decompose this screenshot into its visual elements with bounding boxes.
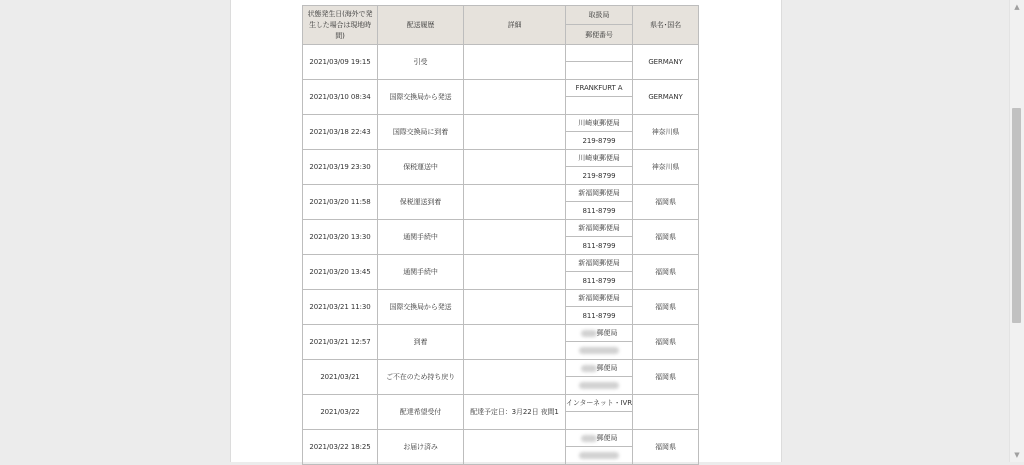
cell-region: 神奈川県 <box>633 115 699 150</box>
table-row <box>303 115 699 132</box>
cell-date: 2021/03/09 19:15 <box>303 45 378 80</box>
cell-office: インターネット・IVR <box>566 395 633 412</box>
header-date: 状態発生日(海外で発生した場合は現地時間) <box>303 6 378 45</box>
cell-detail <box>464 220 566 255</box>
cell-detail <box>464 325 566 360</box>
cell-office <box>566 430 633 447</box>
cell-region: 福岡県 <box>633 325 699 360</box>
cell-date: 2021/03/22 18:25 <box>303 430 378 465</box>
scroll-thumb[interactable] <box>1012 108 1021 323</box>
content-panel <box>230 0 782 462</box>
cell-region: 福岡県 <box>633 290 699 325</box>
cell-history: 引受 <box>378 45 464 80</box>
cell-region: 福岡県 <box>633 430 699 465</box>
cell-date: 2021/03/20 11:58 <box>303 185 378 220</box>
header-zip: 郵便番号 <box>566 25 633 45</box>
table-row <box>303 430 699 447</box>
scroll-up-icon[interactable]: ▲ <box>1014 3 1020 11</box>
cell-history: 到着 <box>378 325 464 360</box>
cell-office: 川崎東郵便局 <box>566 150 633 167</box>
cell-history: 通関手続中 <box>378 220 464 255</box>
cell-zip: 219-8799 <box>566 167 633 185</box>
cell-office <box>566 325 633 342</box>
header-detail: 詳細 <box>464 6 566 45</box>
cell-detail: 配達予定日：3月22日 夜間1 <box>464 395 566 430</box>
cell-office: 川崎東郵便局 <box>566 115 633 132</box>
table-row <box>303 80 699 97</box>
table-row <box>303 45 699 62</box>
cell-region: GERMANY <box>633 80 699 115</box>
cell-office <box>566 45 633 62</box>
cell-history: ご不在のため持ち戻り <box>378 360 464 395</box>
cell-detail <box>464 430 566 465</box>
cell-region: GERMANY <box>633 45 699 80</box>
cell-history: 国際交換局から発送 <box>378 290 464 325</box>
table-row <box>303 150 699 167</box>
redacted-mark <box>581 365 597 372</box>
cell-history: 配達希望受付 <box>378 395 464 430</box>
cell-date: 2021/03/20 13:30 <box>303 220 378 255</box>
cell-date: 2021/03/10 08:34 <box>303 80 378 115</box>
table-row <box>303 325 699 342</box>
cell-date: 2021/03/21 12:57 <box>303 325 378 360</box>
cell-zip: 811-8799 <box>566 237 633 255</box>
cell-office: 新福岡郵便局 <box>566 290 633 307</box>
cell-region: 福岡県 <box>633 360 699 395</box>
redacted-mark <box>581 330 597 337</box>
redacted-mark <box>579 347 619 354</box>
cell-zip: 219-8799 <box>566 132 633 150</box>
cell-history: お届け済み <box>378 430 464 465</box>
cell-office: 新福岡郵便局 <box>566 220 633 237</box>
cell-date: 2021/03/21 11:30 <box>303 290 378 325</box>
cell-date: 2021/03/18 22:43 <box>303 115 378 150</box>
cell-region: 神奈川県 <box>633 150 699 185</box>
cell-history: 保税運送中 <box>378 150 464 185</box>
cell-zip: 811-8799 <box>566 272 633 290</box>
table-row <box>303 220 699 237</box>
cell-office: 新福岡郵便局 <box>566 255 633 272</box>
table-row <box>303 185 699 202</box>
cell-detail <box>464 360 566 395</box>
cell-zip: 811-8799 <box>566 307 633 325</box>
cell-region: 福岡県 <box>633 220 699 255</box>
cell-history: 国際交換局に到着 <box>378 115 464 150</box>
table-row <box>303 290 699 307</box>
redacted-mark <box>581 435 597 442</box>
header-region: 県名･国名 <box>633 6 699 45</box>
cell-zip <box>566 97 633 115</box>
tracking-table <box>302 5 699 465</box>
cell-date: 2021/03/20 13:45 <box>303 255 378 290</box>
office-label: 郵便局 <box>596 434 618 442</box>
cell-detail <box>464 80 566 115</box>
cell-region <box>633 395 699 430</box>
cell-date: 2021/03/22 <box>303 395 378 430</box>
cell-zip <box>566 342 633 360</box>
table-row <box>303 360 699 377</box>
cell-detail <box>464 45 566 80</box>
table-row <box>303 395 699 412</box>
header-office: 取扱局 <box>566 6 633 25</box>
cell-detail <box>464 150 566 185</box>
cell-history: 国際交換局から発送 <box>378 80 464 115</box>
cell-date: 2021/03/21 <box>303 360 378 395</box>
vertical-scrollbar[interactable] <box>1009 0 1024 462</box>
cell-zip <box>566 62 633 80</box>
cell-detail <box>464 255 566 290</box>
office-label: 郵便局 <box>596 364 618 372</box>
scroll-down-icon[interactable]: ▼ <box>1014 451 1020 459</box>
cell-office: FRANKFURT A <box>566 80 633 97</box>
office-label: 郵便局 <box>596 329 618 337</box>
cell-date: 2021/03/19 23:30 <box>303 150 378 185</box>
cell-zip: 811-8799 <box>566 202 633 220</box>
cell-zip <box>566 377 633 395</box>
cell-history: 保税運送到着 <box>378 185 464 220</box>
cell-zip <box>566 412 633 430</box>
header-history: 配送履歴 <box>378 6 464 45</box>
cell-detail <box>464 185 566 220</box>
cell-history: 通関手続中 <box>378 255 464 290</box>
cell-office <box>566 360 633 377</box>
cell-detail <box>464 115 566 150</box>
redacted-mark <box>579 452 619 459</box>
table-row <box>303 255 699 272</box>
cell-detail <box>464 290 566 325</box>
cell-region: 福岡県 <box>633 255 699 290</box>
redacted-mark <box>579 382 619 389</box>
cell-office: 新福岡郵便局 <box>566 185 633 202</box>
cell-region: 福岡県 <box>633 185 699 220</box>
